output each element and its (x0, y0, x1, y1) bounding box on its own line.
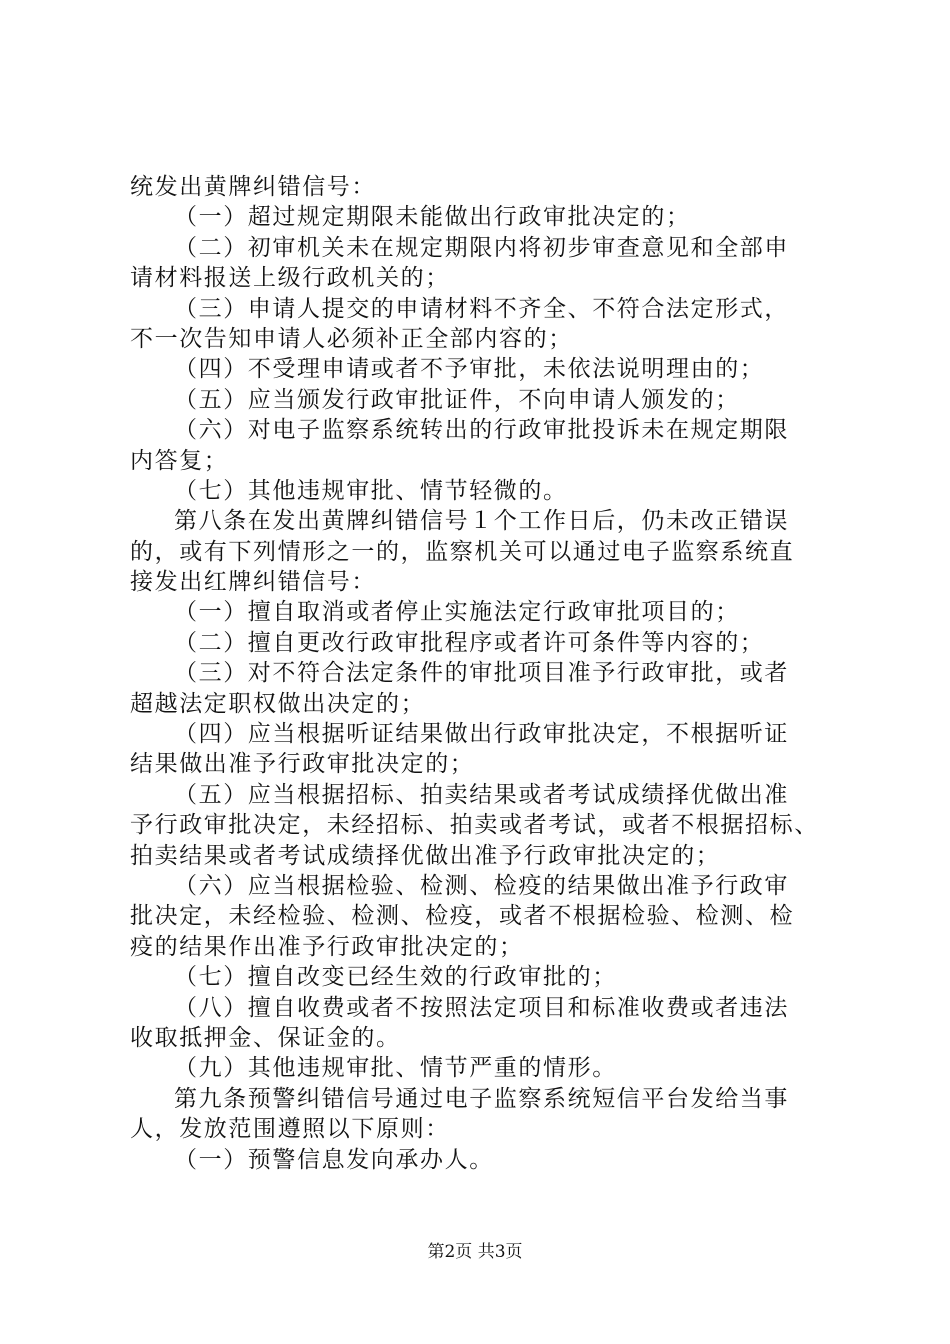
text-line: （三）对不符合法定条件的审批项目准予行政审批，或者 (174, 660, 789, 687)
text-line: 内答复； (130, 447, 229, 474)
text-line: （一）超过规定期限未能做出行政审批决定的； (174, 204, 691, 231)
text-line: （七）擅自改变已经生效的行政审批的； (174, 964, 617, 991)
text-line: （六）对电子监察系统转出的行政审批投诉未在规定期限 (174, 417, 789, 444)
text-line: 接发出红牌纠错信号： (130, 569, 376, 596)
text-line: （七）其他违规审批、情节轻微的。 (174, 477, 568, 504)
text-line: （一）预警信息发向承办人。 (174, 1146, 494, 1173)
text-line: 第九条预警纠错信号通过电子监察系统短信平台发给当事 (174, 1085, 789, 1112)
text-line: （八）擅自收费或者不按照法定项目和标准收费或者违法 (174, 994, 789, 1021)
text-line: （二）擅自更改行政审批程序或者许可条件等内容的； (174, 629, 765, 656)
text-line: （五）应当根据招标、拍卖结果或者考试成绩择优做出准 (174, 781, 789, 808)
text-line: 人，发放范围遵照以下原则： (130, 1116, 450, 1143)
text-line: （五）应当颁发行政审批证件，不向申请人颁发的； (174, 386, 740, 413)
text-line: （六）应当根据检验、检测、检疫的结果做出准予行政审 (174, 872, 789, 899)
text-line: 予行政审批决定，未经招标、拍卖或者考试，或者不根据招标、 (130, 812, 819, 839)
text-line: 收取抵押金、保证金的。 (130, 1024, 401, 1051)
text-line: 统发出黄牌纠错信号： (130, 174, 376, 200)
text-line: （三）申请人提交的申请材料不齐全、不符合法定形式， (174, 295, 789, 322)
text-line: 的，或有下列情形之一的，监察机关可以通过电子监察系统直 (130, 538, 795, 565)
text-line: （九）其他违规审批、情节严重的情形。 (174, 1055, 617, 1082)
text-line: （四）应当根据听证结果做出行政审批决定，不根据听证 (174, 721, 789, 748)
document-body (130, 172, 830, 1175)
text-line: （二）初审机关未在规定期限内将初步审查意见和全部申 (174, 234, 789, 261)
page-footer: 第2页 共3页 (427, 1242, 523, 1262)
text-line: 超越法定职权做出决定的； (130, 690, 426, 717)
text-line: 批决定，未经检验、检测、检疫，或者不根据检验、检测、检 (130, 903, 795, 930)
text-line: 请材料报送上级行政机关的； (130, 265, 450, 292)
text-line: 结果做出准予行政审批决定的； (130, 751, 475, 778)
text-line: 不一次告知申请人必须补正全部内容的； (130, 325, 573, 352)
text-line: 疫的结果作出准予行政审批决定的； (130, 933, 524, 960)
text-line: 第八条在发出黄牌纠错信号１个工作日后，仍未改正错误 (174, 508, 789, 535)
text-line: 拍卖结果或者考试成绩择优做出准予行政审批决定的； (130, 842, 721, 869)
text-line: （四）不受理申请或者不予审批，未依法说明理由的； (174, 356, 765, 383)
text-line: （一）擅自取消或者停止实施法定行政审批项目的； (174, 599, 740, 626)
